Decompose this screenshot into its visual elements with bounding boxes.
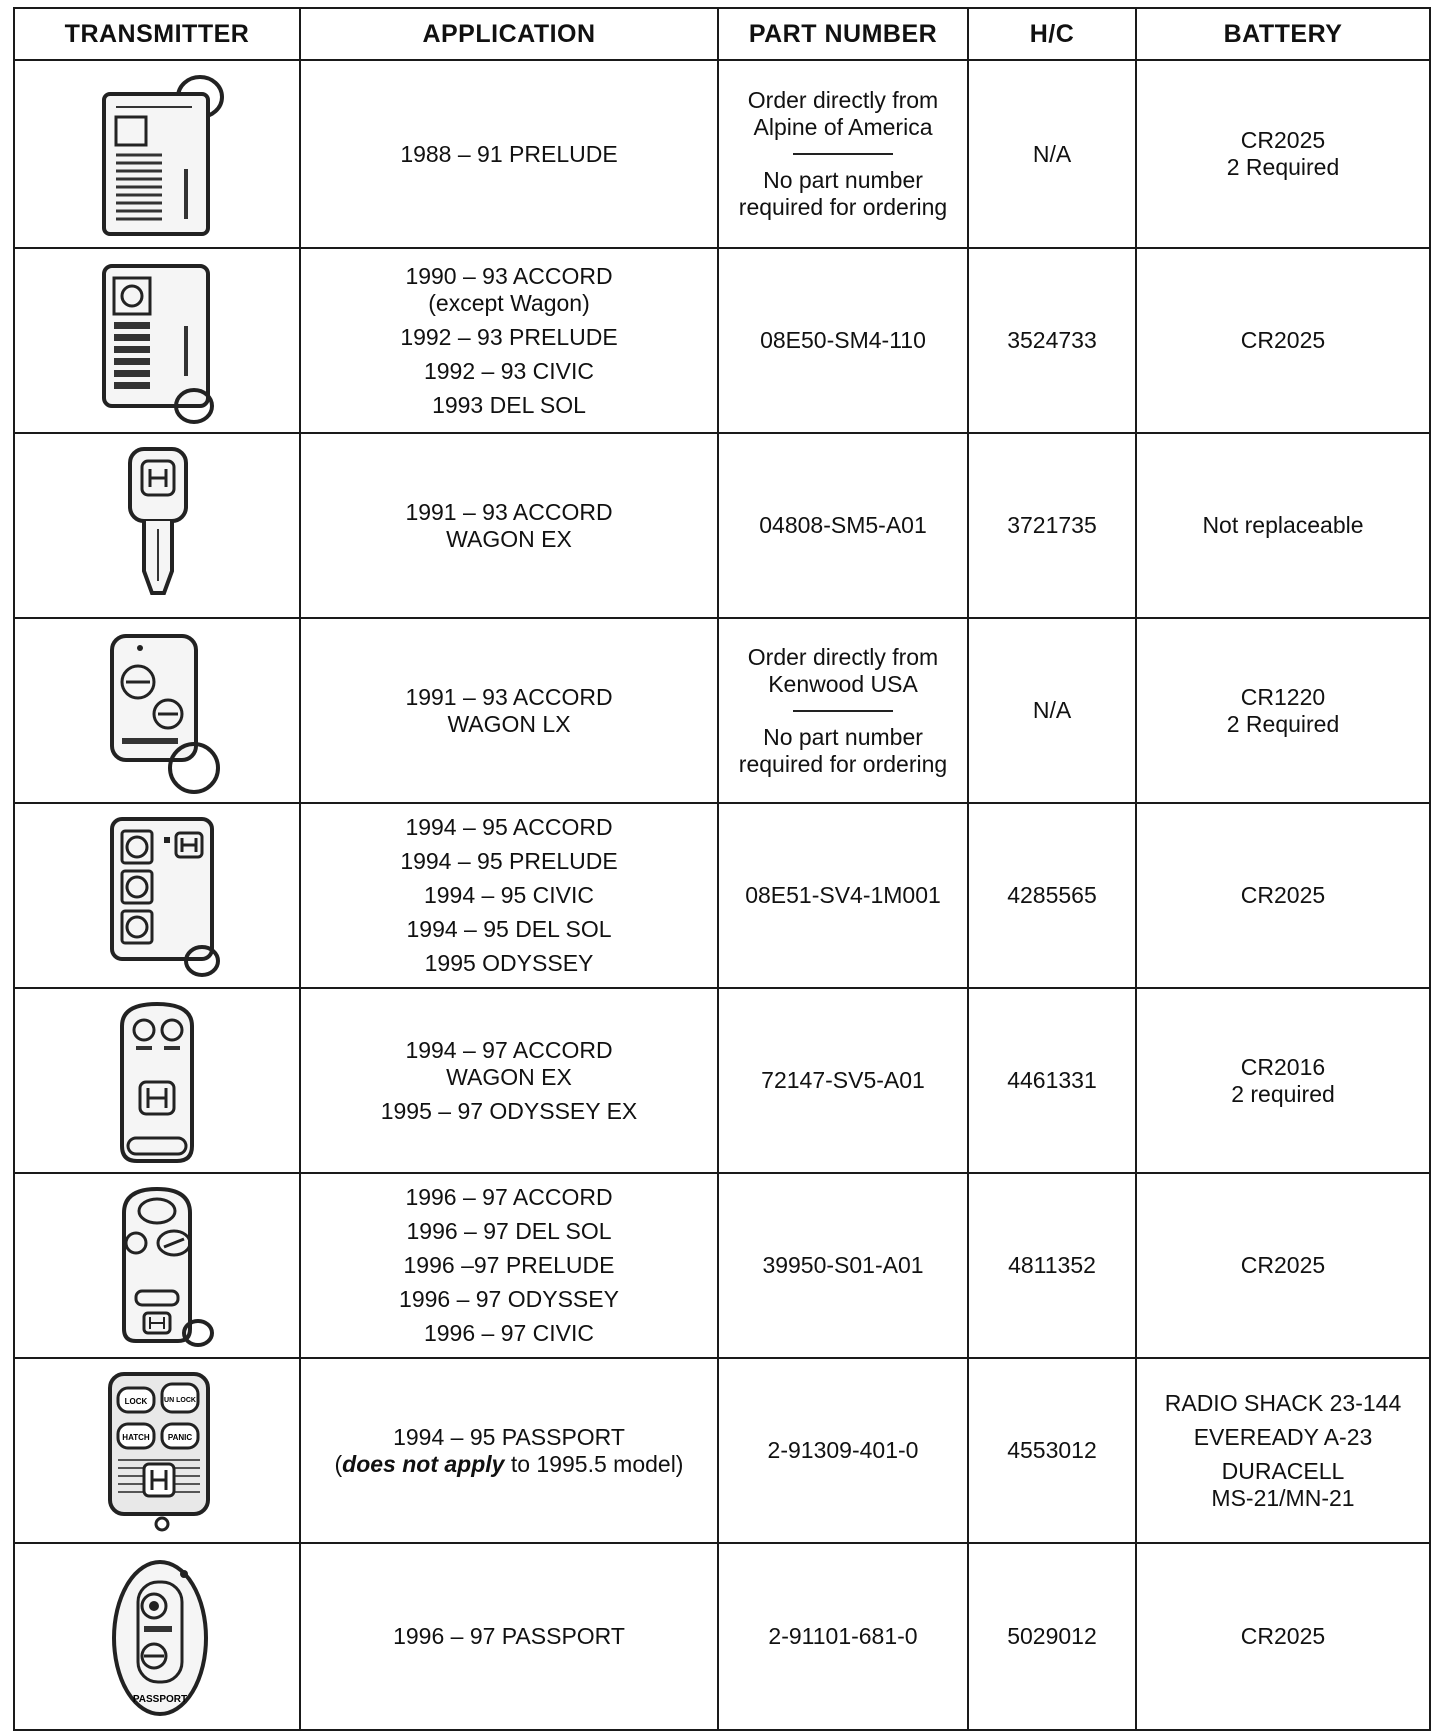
- battery-cell: [1136, 248, 1430, 433]
- transmitter-cell: [14, 248, 300, 433]
- part-number-cell: 08E50-SM4-110: [718, 248, 968, 433]
- two-button-remote-icon: [82, 626, 232, 796]
- battery-line: CR2025: [1240, 1252, 1326, 1278]
- order-note-line: required for ordering: [738, 194, 948, 220]
- application-cell: [300, 803, 718, 988]
- hc-cell: N/A: [968, 618, 1136, 803]
- application-line: 1996 –97 PRELUDE: [403, 1252, 615, 1278]
- application-line: WAGON LX: [447, 710, 571, 737]
- order-note-line: Kenwood USA: [768, 670, 918, 697]
- table-row: [14, 1543, 1430, 1730]
- header-part-number: PART NUMBER: [718, 8, 968, 60]
- divider: [793, 710, 893, 712]
- application-line: 1996 – 97 DEL SOL: [406, 1218, 612, 1244]
- application-cell: [300, 60, 718, 248]
- battery-line: CR2016: [1240, 1053, 1326, 1080]
- application-cell: [300, 1543, 718, 1730]
- transmitter-table: [13, 7, 1431, 1731]
- transmitter-cell: [14, 618, 300, 803]
- battery-cell: [1136, 1543, 1430, 1730]
- battery-line: CR2025: [1240, 327, 1326, 353]
- rectangular-remote-with-bottom-ring-icon: [82, 256, 232, 426]
- passport-brand-label: PASSPORT: [132, 1693, 188, 1705]
- application-line: 1992 – 93 CIVIC: [423, 357, 595, 384]
- battery-line: RADIO SHACK 23-144: [1164, 1389, 1402, 1416]
- application-cell: [300, 988, 718, 1173]
- application-line: WAGON EX: [446, 1063, 572, 1090]
- table-row: [14, 1358, 1430, 1543]
- battery-cell: [1136, 60, 1430, 248]
- transmitter-cell: [14, 1543, 300, 1730]
- application-line: 1994 – 95 PRELUDE: [400, 848, 618, 874]
- hc-cell: 5029012: [968, 1543, 1136, 1730]
- application-cell: [300, 248, 718, 433]
- hatch-label: HATCH: [122, 1432, 150, 1442]
- table-row: [14, 433, 1430, 618]
- key-head-remote-icon: [82, 441, 232, 611]
- transmitter-cell: [14, 1358, 300, 1543]
- hc-cell: 4811352: [968, 1173, 1136, 1358]
- battery-line: Not replaceable: [1202, 512, 1364, 538]
- application-line: 1995 – 97 ODYSSEY EX: [380, 1097, 638, 1124]
- application-line: 1996 – 97 ODYSSEY: [399, 1286, 619, 1312]
- unlock-label: UN LOCK: [164, 1396, 196, 1404]
- battery-line: 2 required: [1231, 1080, 1335, 1107]
- application-line: 1994 – 95 ACCORD: [405, 814, 613, 840]
- battery-cell: [1136, 803, 1430, 988]
- application-line: 1996 – 97 CIVIC: [423, 1320, 595, 1346]
- application-line: WAGON EX: [446, 525, 572, 552]
- battery-cell: [1136, 1358, 1430, 1543]
- application-cell: [300, 1173, 718, 1358]
- hc-cell: 3524733: [968, 248, 1136, 433]
- battery-cell: [1136, 618, 1430, 803]
- part-number-cell: [718, 60, 968, 248]
- header-hc: H/C: [968, 8, 1136, 60]
- battery-line: 2 Required: [1226, 154, 1340, 180]
- oval-four-button-remote-icon: [82, 1181, 232, 1351]
- battery-line: EVEREADY A-23: [1193, 1423, 1373, 1450]
- transmitter-cell: [14, 1173, 300, 1358]
- transmitter-cell: [14, 803, 300, 988]
- battery-line: CR2025: [1240, 882, 1326, 908]
- order-note-line: No part number: [763, 167, 923, 193]
- table-row: [14, 248, 1430, 433]
- hc-cell: 4553012: [968, 1358, 1136, 1543]
- application-cell: [300, 618, 718, 803]
- table-row: [14, 988, 1430, 1173]
- part-number-cell: 39950-S01-A01: [718, 1173, 968, 1358]
- application-line: 1996 – 97 PASSPORT: [393, 1623, 625, 1649]
- order-note-line: required for ordering: [738, 750, 948, 777]
- passport-oval-remote-icon: [82, 1552, 232, 1722]
- battery-line: 2 Required: [1226, 710, 1340, 737]
- divider: [793, 153, 893, 155]
- hc-cell: 4285565: [968, 803, 1136, 988]
- transmitter-cell: [14, 988, 300, 1173]
- order-note-line: Order directly from: [747, 87, 939, 113]
- application-line: 1991 – 93 ACCORD: [405, 683, 613, 710]
- table-row: [14, 803, 1430, 988]
- application-line: 1990 – 93 ACCORD: [405, 262, 613, 289]
- header-transmitter: TRANSMITTER: [14, 8, 300, 60]
- part-number-cell: 72147-SV5-A01: [718, 988, 968, 1173]
- lock-label: LOCK: [124, 1396, 148, 1406]
- header-application: APPLICATION: [300, 8, 718, 60]
- order-note-line: Alpine of America: [753, 114, 933, 140]
- header-battery: BATTERY: [1136, 8, 1430, 60]
- application-line: 1994 – 95 PASSPORT: [393, 1423, 625, 1450]
- part-number-cell: 2-91309-401-0: [718, 1358, 968, 1543]
- application-line: 1994 – 97 ACCORD: [405, 1036, 613, 1063]
- application-line: 1991 – 93 ACCORD: [405, 498, 613, 525]
- application-line: 1996 – 97 ACCORD: [405, 1184, 613, 1210]
- hc-cell: N/A: [968, 60, 1136, 248]
- transmitter-cell: [14, 60, 300, 248]
- order-note-line: Order directly from: [747, 643, 939, 670]
- application-cell: [300, 1358, 718, 1543]
- battery-line: CR1220: [1240, 683, 1326, 710]
- application-note: (does not apply to 1995.5 model): [334, 1450, 684, 1477]
- hc-cell: 4461331: [968, 988, 1136, 1173]
- table-row: [14, 60, 1430, 248]
- battery-line: CR2025: [1240, 1623, 1326, 1649]
- transmitter-cell: [14, 433, 300, 618]
- table-header-row: [14, 8, 1430, 60]
- application-cell: [300, 433, 718, 618]
- battery-line: MS-21/MN-21: [1211, 1484, 1355, 1511]
- battery-line: CR2025: [1240, 127, 1326, 153]
- table-row: [14, 618, 1430, 803]
- application-line: 1993 DEL SOL: [432, 391, 586, 418]
- application-note-emphasis: does not apply: [342, 1450, 505, 1477]
- application-line: 1994 – 95 DEL SOL: [406, 916, 612, 942]
- four-button-passport-remote-icon: [82, 1366, 232, 1536]
- application-line: (except Wagon): [428, 289, 590, 316]
- application-line: 1988 – 91 PRELUDE: [400, 140, 618, 167]
- part-number-cell: [718, 618, 968, 803]
- part-number-cell: 2-91101-681-0: [718, 1543, 968, 1730]
- hc-cell: 3721735: [968, 433, 1136, 618]
- battery-cell: [1136, 433, 1430, 618]
- battery-line: DURACELL: [1221, 1457, 1345, 1484]
- rectangular-remote-with-ring-icon: [82, 69, 232, 239]
- application-line: 1995 ODYSSEY: [424, 950, 594, 976]
- panic-label: PANIC: [167, 1432, 193, 1442]
- battery-cell: [1136, 988, 1430, 1173]
- order-note-line: No part number: [763, 723, 923, 750]
- part-number-cell: 04808-SM5-A01: [718, 433, 968, 618]
- application-line: 1994 – 95 CIVIC: [423, 882, 595, 908]
- application-line: 1992 – 93 PRELUDE: [400, 323, 618, 350]
- three-button-remote-icon: [82, 811, 232, 981]
- table-row: [14, 1173, 1430, 1358]
- battery-cell: [1136, 1173, 1430, 1358]
- oval-two-button-remote-icon: [82, 996, 232, 1166]
- part-number-cell: 08E51-SV4-1M001: [718, 803, 968, 988]
